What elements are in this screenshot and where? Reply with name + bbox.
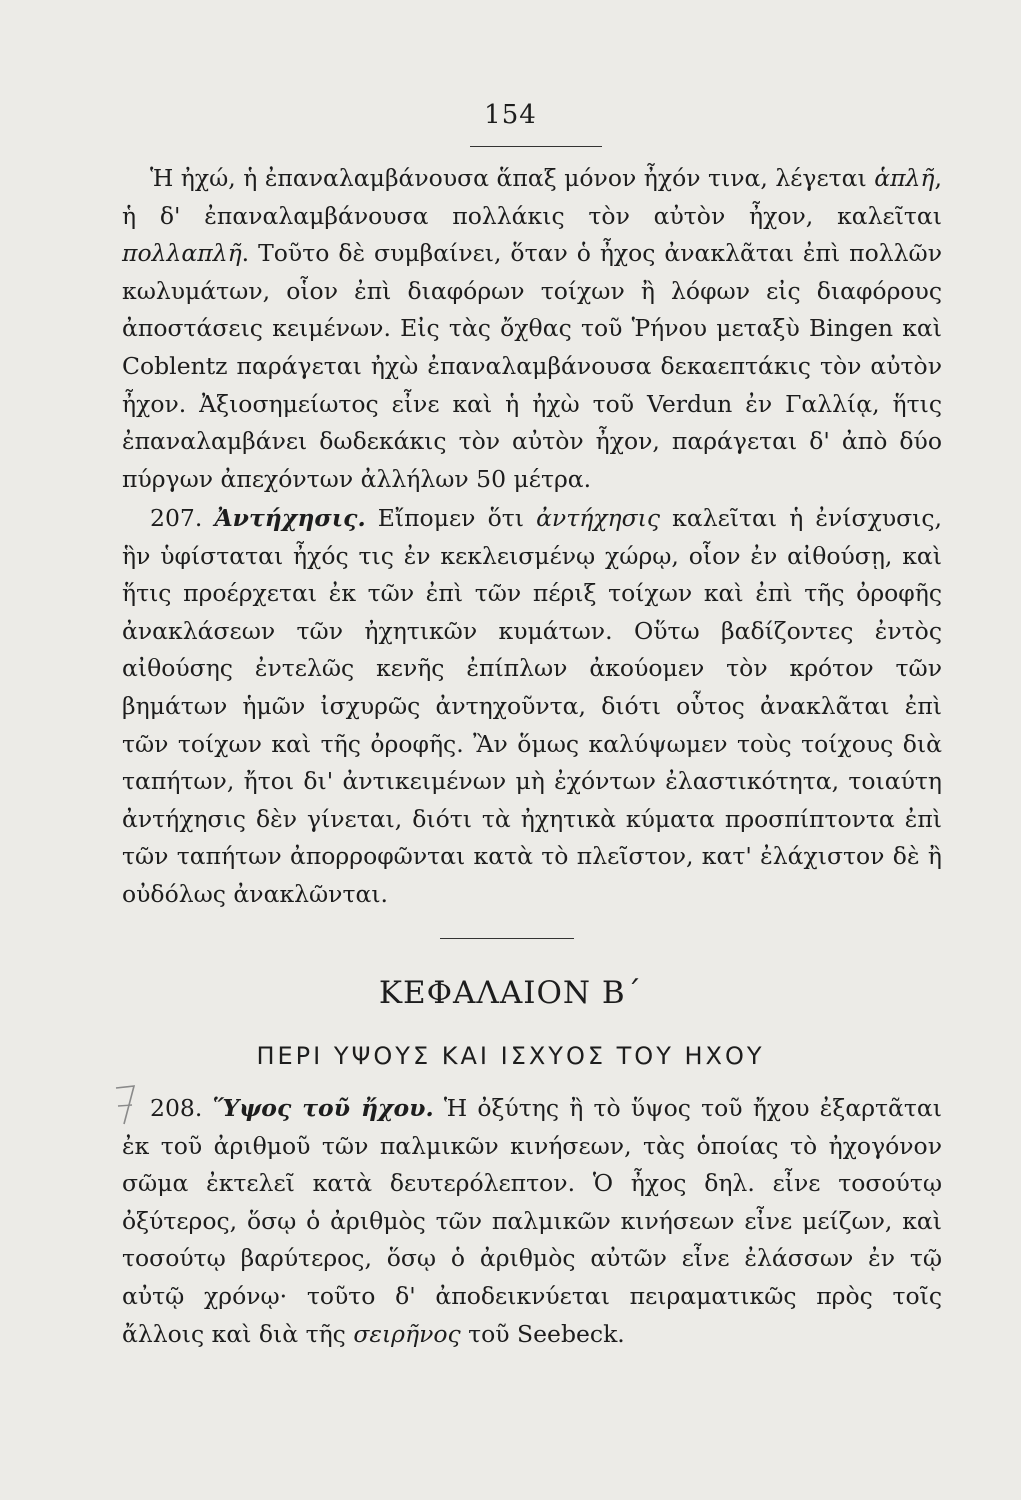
term-multiple-echo: πολλαπλῆ	[122, 239, 242, 268]
paragraph-echo	[122, 160, 942, 498]
term-siren: σειρῆνος	[353, 1319, 461, 1348]
section-number: 207.	[150, 504, 203, 532]
section-number: 208.	[150, 1094, 203, 1122]
paragraph-text: Ἡ ἠχώ, ἡ ἐπαναλαμβάνουσα ἅπαξ μόνον ἦχόν τινα, λέγεται	[150, 164, 875, 192]
chapter-rule	[440, 938, 574, 939]
chapter-title: ΚΕΦΑΛΑΙΟΝ Β΄	[378, 975, 643, 1011]
section-text: καλεῖται ἡ ἐνίσχυσις, ἣν ὑφίσταται ἦχός τις ἐν κεκλεισμένῳ χώρῳ, οἷον ἐν αἰθούσῃ, καὶ ἥτις προέρχεται ἐκ τῶν ἐπὶ τῶν πέριξ τοίχων καὶ ἐπὶ τῆς ὀροφῆς ἀνακλάσεων τῶν ἠχητικῶν κυμάτων. Οὕτω βαδίζοντες ἐντὸς αἰθούσης ἐντελῶς κενῆς ἐπίπλων ἀκούομεν τὸν κρότον τῶν βημάτων ἡμῶν ἰσχυρῶς ἀντηχοῦντα, διότι οὗτος ἀνακλᾶται ἐπὶ τῶν τοίχων καὶ τῆς ὀροφῆς. Ἂν ὅμως καλύψωμεν τοὺς τοίχους διὰ ταπήτων, ἤτοι δι' ἀντικειμένων μὴ ἐχόντων ἐλαστικότητα, τοιαύτη ἀντήχησις δὲν γίνεται, διότι τὰ ἠχητικὰ κύματα προσπίπτοντα ἐπὶ τῶν ταπήτων ἀπορροφῶνται κατὰ τὸ πλεῖστον, κατ' ἐλάχιστον δὲ ἢ οὐδόλως ἀνακλῶνται.	[122, 504, 942, 908]
term-resonance: ἀντήχησις	[536, 504, 661, 532]
chapter-subtitle: ΠΕΡΙ ΥΨΟΥΣ ΚΑΙ ΙΣΧΥΟΣ ΤΟΥ ΗΧΟΥ	[256, 1042, 765, 1070]
section-title: Ἀντήχησις.	[214, 504, 366, 532]
paragraph-text: . Τοῦτο δὲ συμβαίνει, ὅταν ὁ ἦχος ἀνακλᾶται ἐπὶ πολλῶν κωλυμάτων, οἷον ἐπὶ διαφόρων τοίχων ἢ λόφων εἰς διαφόρους ἀποστάσεις κειμένων. Εἰς τὰς ὄχθας τοῦ Ῥήνου μεταξὺ Bingen καὶ Coblentz παράγεται ἠχὼ ἐπαναλαμβάνουσα δεκαεπτάκις τὸν αὐτὸν ἦχον. Ἀξιοσημείωτος εἶνε καὶ ἡ ἠχὼ τοῦ Verdun ἐν Γαλλίᾳ, ἥτις ἐπαναλαμβάνει δωδεκάκις τὸν αὐτὸν ἦχον, παράγεται δ' ἀπὸ δύο πύργων ἀπεχόντων ἀλλήλων 50 μέτρα.	[122, 239, 942, 493]
section-text: Εἴπομεν ὅτι	[365, 504, 537, 532]
term-simple-echo: ἁπλῆ	[874, 164, 935, 192]
section-207	[122, 500, 942, 914]
section-title: Ὕψος τοῦ ἤχου.	[212, 1094, 434, 1122]
section-text: τοῦ Seebeck.	[460, 1319, 625, 1348]
header-rule	[470, 146, 602, 147]
section-208	[122, 1090, 942, 1353]
page-number: 154	[484, 100, 537, 130]
section-text: Ἡ ὀξύτης ἢ τὸ ὕψος τοῦ ἤχου ἐξαρτᾶται ἐκ τοῦ ἀριθμοῦ τῶν παλμικῶν κινήσεων, τὰς ὁποίας τὸ ἠχογόνον σῶμα ἐκτελεῖ κατὰ δευτερόλεπτον. Ὁ ἦχος δηλ. εἶνε τοσούτῳ ὀξύτερος, ὅσῳ ὁ ἀριθμὸς τῶν παλμικῶν κινήσεων εἶνε μείζων, καὶ τοσούτῳ βαρύτερος, ὅσῳ ὁ ἀριθμὸς αὐτῶν εἶνε ἐλάσσων ἐν τῷ αὐτῷ χρόνῳ· τοῦτο δ' ἀποδεικνύεται πειραματικῶς πρὸς τοῖς ἄλλοις καὶ διὰ τῆς	[122, 1094, 942, 1348]
paragraph-text: , ἡ δ' ἐπαναλαμβάνουσα πολλάκις τὸν αὐτὸν ἦχον, καλεῖται	[122, 164, 942, 230]
